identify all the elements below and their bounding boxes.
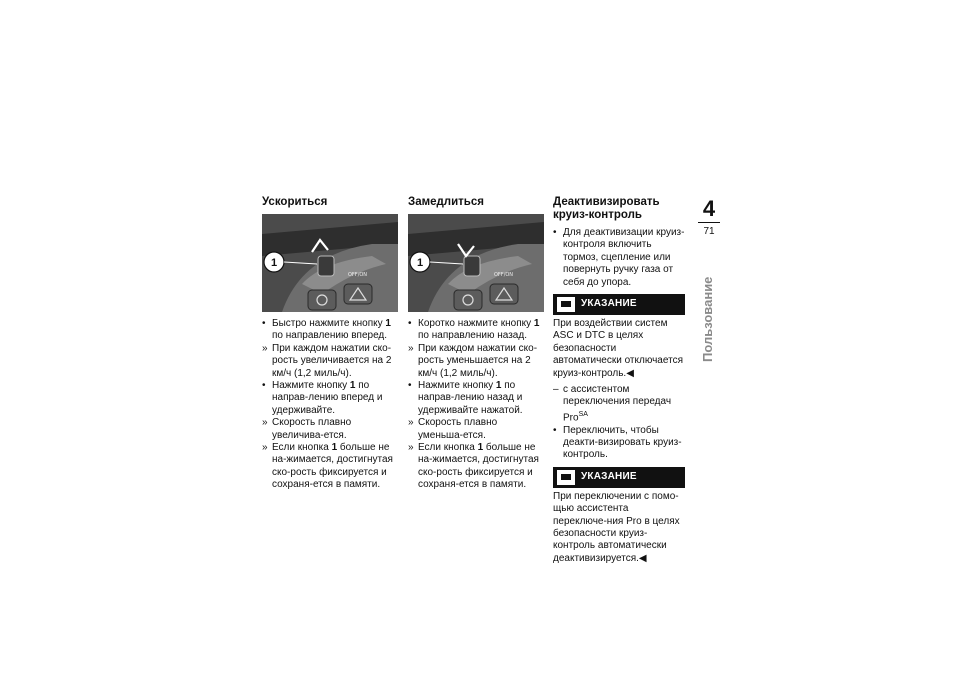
list-item: • Переключить, чтобы деакти-визировать круиз-контроль. bbox=[553, 424, 682, 461]
tab-divider bbox=[698, 222, 720, 223]
list-item: » При каждом нажатии ско-рость уменьшается на 2 км/ч (1,2 миль/ч). bbox=[408, 342, 538, 379]
list-item: • Для деактивизации круиз-контроля включить тормоз, сцепление или повернуть ручку газа от себя до упора. bbox=[553, 227, 685, 288]
note-icon bbox=[557, 297, 575, 312]
column-deactivate bbox=[553, 196, 685, 569]
section-number: 4 bbox=[702, 196, 716, 221]
list-item: • Нажмите кнопку 1 по направ-лению назад и удерживайте нажатой. bbox=[408, 380, 523, 416]
section-title-deactivate: Деактивизировать круиз-контроль bbox=[553, 196, 660, 221]
list-item: » Если кнопка 1 больше не на-жимается, достигнутая ско-рость фиксируется и сохраня-ется в памяти. bbox=[262, 442, 393, 491]
note-icon bbox=[557, 470, 575, 485]
list-item: • Коротко нажмите кнопку 1 по направлению назад. bbox=[408, 318, 540, 342]
handlebar-photo bbox=[262, 214, 398, 312]
list-item: – с ассистентом переключения передач Pro$^{SA}$ bbox=[553, 384, 672, 424]
list-item: » При каждом нажатии ско-рость увеличивается на 2 км/ч (1,2 миль/ч). bbox=[262, 342, 392, 379]
chapter-tab bbox=[698, 198, 720, 237]
note-label: УКАЗАНИЕ bbox=[581, 471, 637, 483]
handlebar-photo bbox=[408, 214, 544, 312]
section-title-decelerate: Замедлиться bbox=[408, 196, 484, 208]
callout-label: 1 bbox=[416, 257, 424, 269]
callout-label: 1 bbox=[270, 257, 278, 269]
list-item: • Нажмите кнопку 1 по направ-лению вперед и удерживайте. bbox=[262, 380, 383, 416]
steps-list-deactivate bbox=[553, 227, 685, 289]
handlebar-illustration bbox=[262, 214, 398, 312]
column-decelerate bbox=[408, 196, 540, 492]
list-item: » Скорость плавно увеличива-ется. bbox=[262, 417, 352, 441]
column-accelerate bbox=[262, 196, 394, 492]
list-item: » Если кнопка 1 больше не на-жимается, достигнутая ско-рость фиксируется и сохраня-ется в памяти. bbox=[408, 442, 539, 491]
switch-label: OFF/ON bbox=[494, 272, 514, 278]
list-item: » Скорость плавно уменьша-ется. bbox=[408, 417, 498, 441]
note-label: УКАЗАНИЕ bbox=[581, 298, 637, 310]
note-text: При переключении с помо-щью ассистента переключе-ния Pro в целях безопасности круиз-контроль автоматически деактивизируется.◀ bbox=[553, 490, 680, 564]
steps-list-accelerate bbox=[262, 318, 394, 492]
page-number: 71 bbox=[703, 226, 715, 237]
steps-list-decelerate bbox=[408, 318, 540, 492]
list-item: • Быстро нажмите кнопку 1 по направлению вперед. bbox=[262, 318, 391, 342]
switch-label: OFF/ON bbox=[348, 272, 368, 278]
note-text: При воздействии систем ASC и DTC в целях безопасности автоматически отключается круиз-контроль.◀ bbox=[553, 318, 683, 379]
note-banner bbox=[553, 467, 685, 488]
steps-list-deactivate-2 bbox=[553, 384, 685, 462]
side-chapter-label: Пользование bbox=[700, 276, 715, 362]
section-title-accelerate: Ускориться bbox=[262, 196, 328, 208]
handlebar-illustration bbox=[408, 214, 544, 312]
note-banner bbox=[553, 294, 685, 315]
